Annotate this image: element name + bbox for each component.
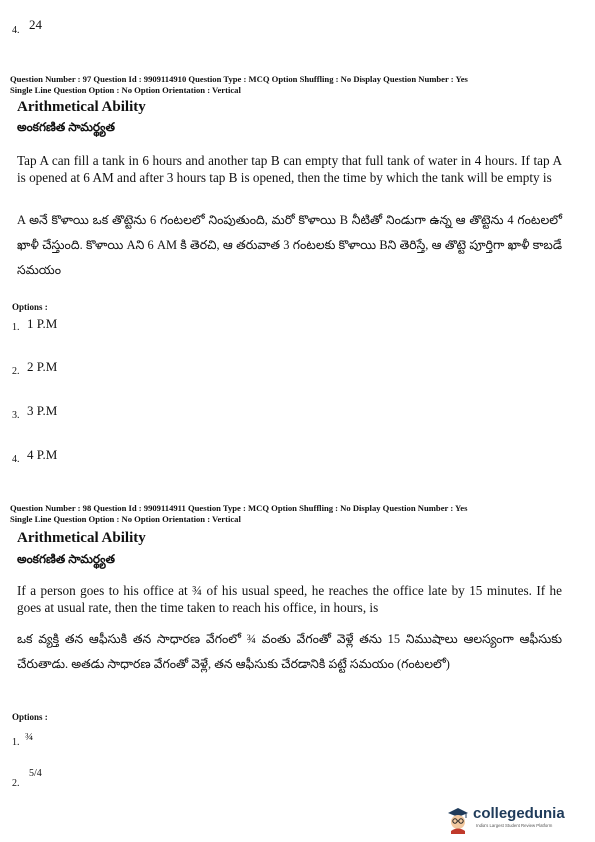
options-label: Options : [12, 712, 48, 722]
section-title-en: Arithmetical Ability [17, 99, 146, 115]
question-header-97 [10, 74, 588, 95]
option-value[interactable]: 5/4 [29, 768, 42, 779]
option-value[interactable]: 4 P.M [27, 447, 58, 462]
option-value[interactable]: ¾ [25, 731, 34, 743]
option-number: 4. [12, 25, 20, 36]
option-number: 2. [12, 366, 20, 377]
option-value[interactable]: 1 P.M [27, 316, 58, 331]
question-meta-line: Question Number : 97 Question Id : 9909114910 Question Type : MCQ Option Shuffling : No Display Question Number : Yes [10, 74, 468, 84]
section-title-en: Arithmetical Ability [17, 530, 146, 546]
options-label: Options : [12, 302, 48, 312]
option-number: 3. [12, 410, 20, 421]
question-text-te: A అనే కొళాయి ఒక తొట్టెను 6 గంటలలో నింపుతుంది, మరో కొళాయి B నీటితో నిండుగా ఉన్న ఆ తొట్టెను 4 గంటలలో ఖాళీ చేస్తుంది. కొళాయి Aని 6 AM కి తెరచి, ఆ తరువాత 3 గంటలకు కొళాయి Bని తెరిస్తే, ఆ తొట్టె పూర్తిగా ఖాళీ కాబడే సమయం [17, 213, 562, 277]
option-number: 4. [12, 454, 20, 465]
question-text-en: Tap A can fill a tank in 6 hours and another tap B can empty that full tank of water in 4 hours. If tap A is opened at 6 AM and after 3 hours tap B is opened, then the time by which the tank will be empty is [17, 153, 562, 185]
option-number: 1. [12, 322, 20, 333]
option-value[interactable]: 3 P.M [27, 403, 58, 418]
option-number: 2. [12, 778, 20, 789]
question-text-en: If a person goes to his office at ¾ of his usual speed, he reaches the office late by 15 minutes. If he goes at usual rate, then the time taken to reach his office, in hours, is [17, 583, 562, 615]
section-title-te: అంకగణిత సామర్థ్యత [17, 552, 115, 566]
collegedunia-logo [445, 804, 581, 834]
question-meta-line: Question Number : 98 Question Id : 9909114911 Question Type : MCQ Option Shuffling : No Display Question Number : Yes [10, 503, 468, 513]
option-value: 24 [29, 17, 42, 32]
logo-tagline: India's Largest Student Review Platform [476, 823, 553, 828]
question-meta-line: Single Line Question Option : No Option Orientation : Vertical [10, 84, 241, 95]
question-meta-line: Single Line Question Option : No Option Orientation : Vertical [10, 513, 241, 524]
section-title-te: అంకగణిత సామర్థ్యత [17, 120, 115, 134]
question-text-te: ఒక వ్యక్తి తన ఆఫీసుకి తన సాధారణ వేగంలో ¾ వంతు వేగంతో వెళ్లే తను 15 నిముషాలు ఆలస్యంగా ఆఫీసుకు చేరుతాడు. అతడు సాధారణ వేగంతో వెళ్లే, తన ఆఫీసుకు చేరడానికి పట్టే సమయం (గంటలలో) [17, 632, 562, 671]
option-value[interactable]: 2 P.M [27, 359, 58, 374]
logo-wordmark: collegedunia [473, 805, 565, 822]
option-number: 1. [12, 737, 20, 748]
student-mascot-icon [445, 804, 471, 834]
question-header-98 [10, 503, 588, 524]
